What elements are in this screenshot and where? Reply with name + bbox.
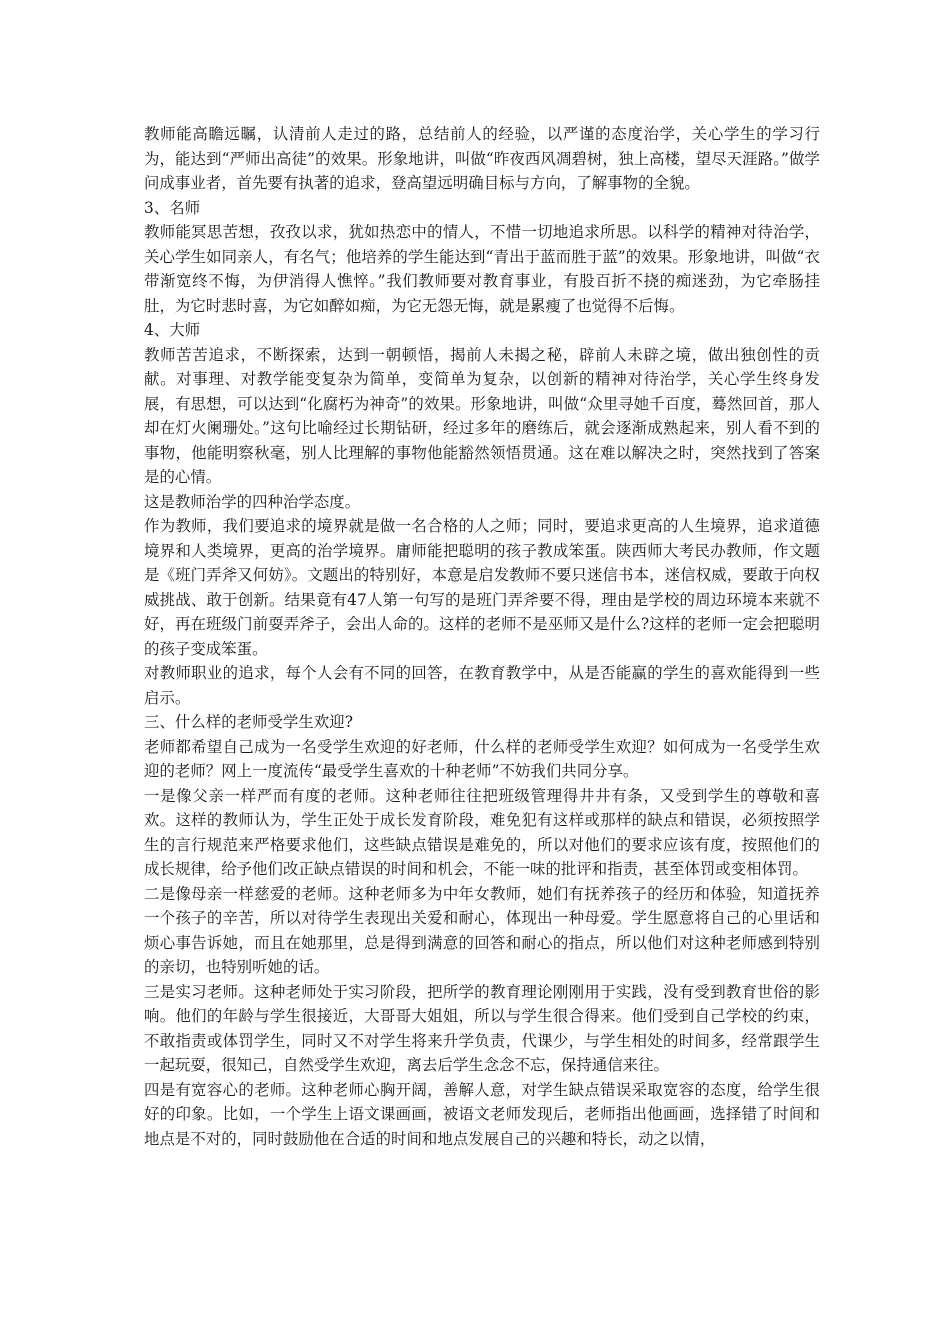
heading-popular-teacher: 三、什么样的老师受学生欢迎? [144, 713, 354, 731]
paragraph-teacher-pursuit: 作为教师，我们要追求的境界就是做一名合格的人之师；同时，要追求更高的人生境界，追求道德境界和人类境界，更高的治学境界。庸师能把聪明的孩子教成笨蛋。陕西师大考民办教师，作文题是《班门弄斧又何妨》。文题出的特别好，本意是启发教师不要只迷信书本，迷信权威，要敢于向权威挑战、敢于创新。结果竟有47人第一句写的是班门弄斧要不得，理由是学校的周边环境本来就不好，再在班级门前耍弄斧子，会出人命的。这样的老师不是巫师又是什么?这样的老师一定会把聪明的孩子变成笨蛋。 [144, 517, 820, 658]
paragraph-father-like: 一是像父亲一样严而有度的老师。这种老师往往把班级管理得井井有条，又受到学生的尊敬和喜欢。这样的教师认为，学生正处于成长发育阶段，难免犯有这样或那样的缺点和错误，必须按照学生的言行规范来严格要求他们，这些缺点错误是难免的，所以对他们的要求应该有度，按照他们的成长规律，给予他们改正缺点错误的时间和机会，不能一味的批评和指责，甚至体罚或变相体罚。 [144, 786, 820, 878]
paragraph-strict-teacher-continued: 教师能高瞻远瞩，认清前人走过的路，总结前人的经验，以严谨的态度治学，关心学生的学习行为，能达到“严师出高徒”的效果。形象地讲，叫做“昨夜西风凋碧树，独上高楼，望尽天涯路。”做学问成事业者，首先要有执著的追求，登高望远明确目标与方向，了解事物的全貌。 [144, 125, 820, 192]
paragraph-master-teacher: 教师苦苦追求，不断探索，达到一朝顿悟，揭前人未揭之秘，辟前人未辟之境，做出独创性的贡献。对事理、对教学能变复杂为简单，变简单为复杂，以创新的精神对待治学，关心学生终身发展，有思想，可以达到“化腐朽为神奇”的效果。形象地讲，叫做“众里寻她千百度，蓦然回首，那人却在灯火阑珊处。”这句比喻经过长期钻研，经过多年的磨练后，就会逐渐成熟起来，别人看不到的事物，他能明察秋毫，别人比理解的事物他能豁然领悟贯通。这在难以解决之时，突然找到了答案是的心情。 [144, 345, 820, 486]
paragraph-intern-teacher: 三是实习老师。这种老师处于实习阶段，把所学的教育理论刚刚用于实践，没有受到教育世俗的影响。他们的年龄与学生很接近，大哥哥大姐姐，所以与学生很合得来。他们受到自己学校的约束，不敢指责或体罚学生，同时又不对学生将来升学负责，代课少，与学生相处的时间多，经常跟学生一起玩耍，很知己，自然受学生欢迎，离去后学生念念不忘，保持通信来往。 [144, 982, 820, 1074]
paragraph-famous-teacher: 教师能冥思苦想，孜孜以求，犹如热恋中的情人，不惜一切地追求所思。以科学的精神对待治学，关心学生如同亲人，有名气；他培养的学生能达到“青出于蓝而胜于蓝”的效果。形象地讲，叫做“衣带渐宽终不悔，为伊消得人憔悴。”我们教师要对教育事业，有股百折不挠的痴迷劲，为它牵肠挂肚，为它时悲时喜，为它如醉如痴，为它无怨无悔，就是累瘦了也觉得不后悔。 [144, 223, 820, 315]
heading-famous-teacher: 3、名师 [144, 198, 201, 217]
paragraph-mother-like: 二是像母亲一样慈爱的老师。这种老师多为中年女教师，她们有抚养孩子的经历和体验，知道抚养一个孩子的辛苦，所以对待学生表现出关爱和耐心，体现出一种母爱。学生愿意将自己的心里话和烦心事告诉她，而且在她那里，总是得到满意的回答和耐心的指点，所以他们对这种老师感到特别的亲切，也特别听她的话。 [144, 884, 820, 976]
paragraph-career-pursuit: 对教师职业的追求，每个人会有不同的回答，在教育教学中，从是否能赢的学生的喜欢能得到一些启示。 [144, 664, 820, 707]
paragraph-four-attitudes: 这是教师治学的四种治学态度。 [144, 492, 361, 511]
heading-master-teacher: 4、大师 [144, 321, 201, 339]
document-page [144, 122, 820, 1151]
paragraph-popular-intro: 老师都希望自己成为一名受学生欢迎的好老师，什么样的老师受学生欢迎？如何成为一名受学生欢迎的老师？网上一度流传“最受学生喜欢的十种老师”不妨我们共同分享。 [144, 737, 820, 780]
paragraph-tolerant-teacher: 四是有宽容心的老师。这种老师心胸开阔，善解人意，对学生缺点错误采取宽容的态度，给学生很好的印象。比如，一个学生上语文课画画，被语文老师发现后，老师指出他画画，选择错了时间和地点是不对的，同时鼓励他在合适的时间和地点发展自己的兴趣和特长，动之以情， [144, 1080, 820, 1148]
